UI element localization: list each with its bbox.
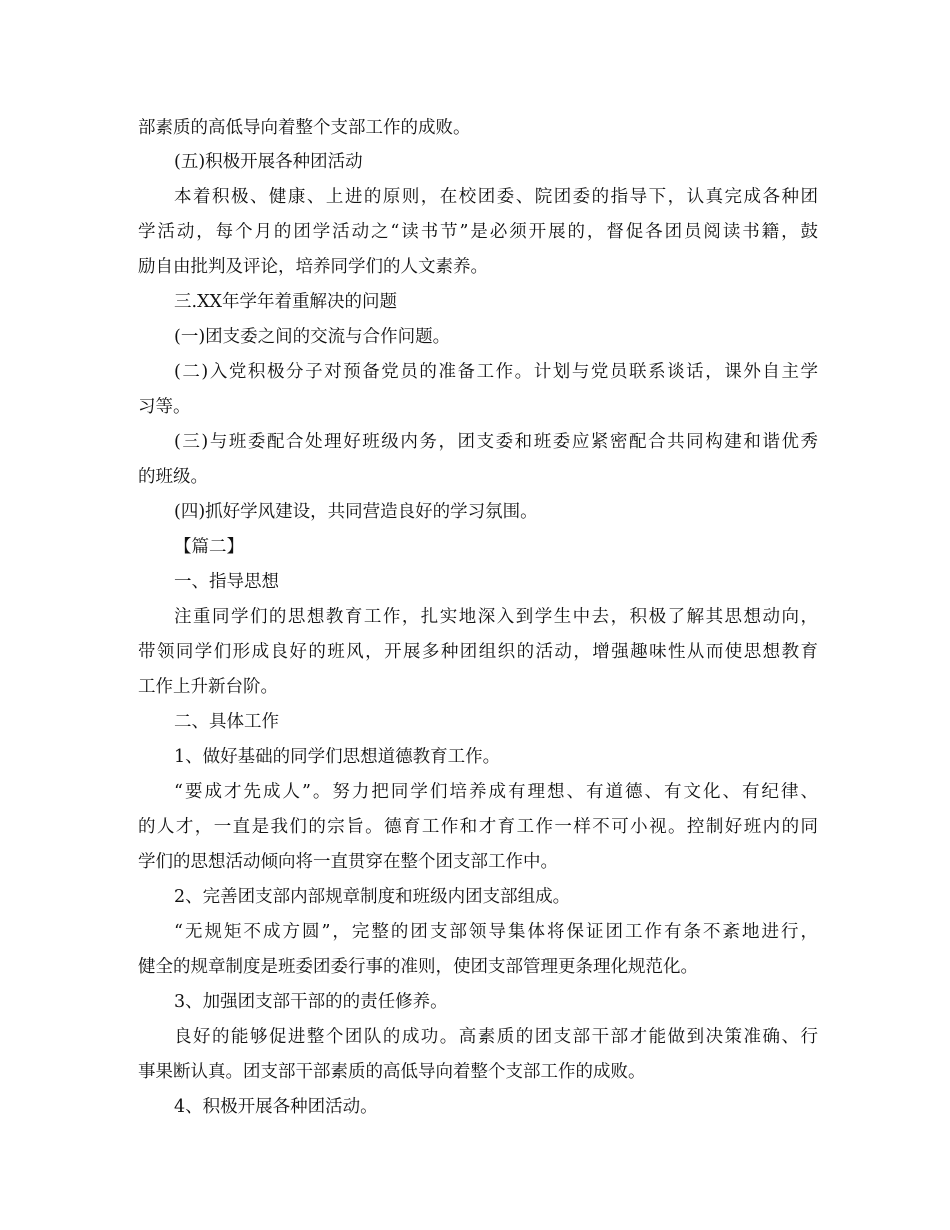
subsection-heading: 4、积极开展各种团活动。 — [174, 1097, 378, 1117]
paragraph-line: 事果断认真。团支部干部素质的高低导向着整个支部工作的成败。 — [138, 1062, 646, 1082]
subsection-heading: 2、完善团支部内部规章制度和班级内团支部组成。 — [174, 887, 571, 907]
paragraph-line: “无规矩不成方圆”，完整的团支部领导集体将保证团工作有条不紊地进行， — [174, 922, 818, 942]
paragraph-line: 本着积极、健康、上进的原则，在校团委、院团委的指导下，认真完成各种团 — [174, 187, 818, 207]
paragraph-line: (四)抓好学风建设，共同营造良好的学习氛围。 — [174, 502, 538, 522]
paragraph-line: 的人才，一直是我们的宗旨。德育工作和才育工作一样不可小视。控制好班内的同 — [138, 817, 818, 837]
paragraph-line: 学活动，每个月的团学活动之“读书节”是必须开展的，督促各团员阅读书籍，鼓 — [138, 222, 818, 242]
paragraph-line: 良好的能够促进整个团队的成功。高素质的团支部干部才能做到决策准确、行 — [174, 1027, 818, 1047]
subsection-heading: 3、加强团支部干部的的责任修养。 — [174, 992, 448, 1012]
paragraph-line: 的班级。 — [138, 467, 208, 487]
section-heading: 二、具体工作 — [174, 712, 279, 732]
paragraph-line: 注重同学们的思想教育工作，扎实地深入到学生中去，积极了解其思想动向， — [174, 607, 818, 627]
paragraph-line: 学们的思想活动倾向将一直贯穿在整个团支部工作中。 — [138, 852, 558, 872]
paragraph-line: 健全的规章制度是班委团委行事的准则，使团支部管理更条理化规范化。 — [138, 957, 698, 977]
part-heading: 【篇二】 — [174, 537, 244, 557]
paragraph-line: 励自由批判及评论，培养同学们的人文素养。 — [138, 257, 488, 277]
paragraph-line: 带领同学们形成良好的班风，开展多种团组织的活动，增强趣味性从而使思想教育 — [138, 642, 818, 662]
paragraph-line: (一)团支委之间的交流与合作问题。 — [174, 327, 451, 347]
paragraph-line: (二)入党积极分子对预备党员的准备工作。计划与党员联系谈话，课外自主学 — [174, 362, 818, 382]
paragraph-line: (三)与班委配合处理好班级内务，团支委和班委应紧密配合共同构建和谐优秀 — [174, 432, 818, 452]
paragraph-line: 工作上升新台阶。 — [138, 677, 278, 697]
paragraph-line: 部素质的高低导向着整个支部工作的成败。 — [138, 118, 471, 138]
paragraph-line: 习等。 — [138, 397, 191, 417]
subsection-heading: 1、做好基础的同学们思想道德教育工作。 — [174, 747, 501, 767]
section-heading: 三.XX年学年着重解决的问题 — [174, 292, 397, 312]
section-heading: 一、指导思想 — [174, 572, 279, 592]
section-heading: (五)积极开展各种团活动 — [174, 152, 363, 172]
paragraph-line: “要成才先成人”。努力把同学们培养成有理想、有道德、有文化、有纪律、 — [174, 782, 818, 802]
